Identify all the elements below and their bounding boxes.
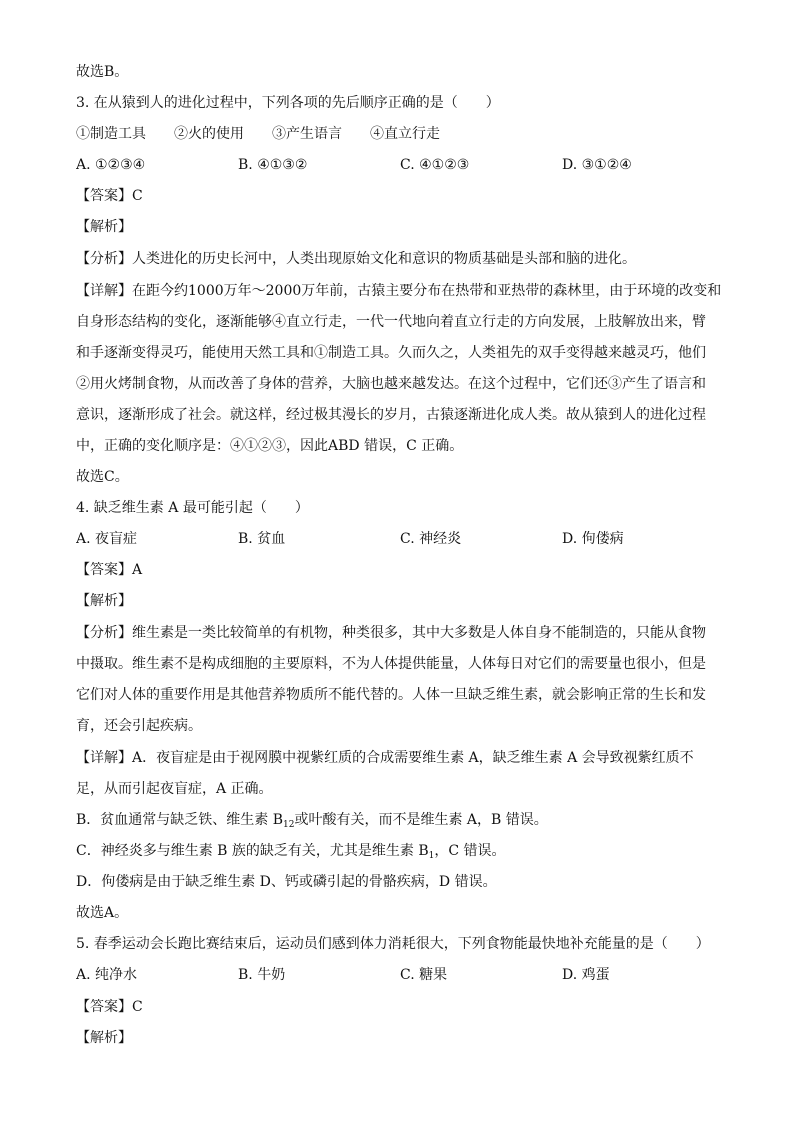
q4-detail-b: [76, 810, 724, 830]
q3-option-a: A. ①②③④: [76, 157, 146, 173]
q4-analysis-label: 【解析】: [76, 593, 132, 609]
q3-conclusion: 故选C。: [76, 469, 129, 485]
q3-detail-line-3: 和手逐渐变得灵巧，能使用天然工具和①制造工具。久而久之，人类祖先的双手变得越来越灵巧，他们: [76, 345, 706, 361]
q5-option-b: B. 牛奶: [238, 967, 286, 983]
q4-detail-line-1: 【详解】A．夜盲症是由于视网膜中视紫红质的合成需要维生素 A，缺乏维生素 A 会导致视紫红质不: [76, 750, 694, 766]
q3-option-d: D. ③①②④: [562, 157, 632, 173]
q5-option-d: D. 鸡蛋: [562, 967, 610, 983]
q4-stem: 4. 缺乏维生素 A 最可能引起（ ）: [76, 500, 309, 516]
q4-fenxi-line-2: 中摄取。维生素不是构成细胞的主要原料，不为人体提供能量，人体每日对它们的需要量也很小，但是: [76, 656, 706, 672]
q3-answer: 【答案】C: [76, 188, 143, 204]
q4-detail-c-text: C．神经炎多与维生素 B 族的缺乏有关，尤其是维生素 B: [76, 843, 429, 859]
q5-option-c: C. 糖果: [400, 967, 448, 983]
q4-option-c: C. 神经炎: [400, 531, 462, 547]
q3-item-2: ②火的使用: [174, 126, 244, 142]
q3-detail-line-5: 意识，逐渐形成了社会。就这样，经过极其漫长的岁月，古猿逐渐进化成人类。故从猿到人的进化过程: [76, 407, 706, 423]
q4-option-d: D. 佝偻病: [562, 531, 624, 547]
q4-detail-c-rest: ，C 错误。: [434, 843, 506, 859]
q3-fenxi: 【分析】人类进化的历史长河中，人类出现原始文化和意识的物质基础是头部和脑的进化。: [76, 251, 636, 267]
q3-detail-line-4: ②用火烤制食物，从而改善了身体的营养，大脑也越来越发达。在这个过程中，它们还③产生了语言和: [76, 376, 706, 392]
q4-fenxi-line-1: 【分析】维生素是一类比较简单的有机物，种类很多，其中大多数是人体自身不能制造的，只能从食物: [76, 625, 706, 641]
q5-answer: 【答案】C: [76, 999, 143, 1015]
q5-analysis-label: 【解析】: [76, 1030, 132, 1046]
q5-options: [76, 965, 724, 985]
q3-stem: 3. 在从猿到人的进化过程中，下列各项的先后顺序正确的是（ ）: [76, 95, 500, 111]
q3-analysis-label: 【解析】: [76, 219, 132, 235]
q4-detail-d: D．佝偻病是由于缺乏维生素 D、钙或磷引起的骨骼疾病，D 错误。: [76, 874, 497, 890]
q4-option-b: B. 贫血: [238, 531, 286, 547]
q3-option-c: C. ④①②③: [400, 157, 470, 173]
q3-option-b: B. ④①③②: [238, 157, 308, 173]
q5-stem: 5. 春季运动会长跑比赛结束后，运动员们感到体力消耗很大，下列食物能最快地补充能量的是（ ）: [76, 936, 710, 952]
q4-options: [76, 529, 724, 549]
q3-detail-line-6: 中，正确的变化顺序是：④①②③，因此ABD 错误，C 正确。: [76, 438, 464, 454]
q3-item-1: ①制造工具: [76, 126, 146, 142]
q4-fenxi-line-4: 育，还会引起疾病。: [76, 718, 202, 734]
q4-fenxi-line-3: 它们对人体的重要作用是其他营养物质所不能代替的。人体一旦缺乏维生素，就会影响正常的生长和发: [76, 687, 706, 703]
q3-options: [76, 155, 724, 175]
q4-answer: 【答案】A: [76, 562, 143, 578]
q4-detail-c-subscript: 1: [428, 851, 435, 861]
q4-detail-b-subscript: 12: [283, 820, 295, 830]
q4-detail-line-2: 足，从而引起夜盲症，A 正确。: [76, 781, 273, 797]
q4-conclusion: 故选A。: [76, 905, 129, 921]
q3-items: [76, 124, 724, 144]
q3-item-3: ③产生语言: [272, 126, 342, 142]
q3-item-4: ④直立行走: [370, 126, 440, 142]
q5-option-a: A. 纯净水: [76, 967, 138, 983]
q4-option-a: A. 夜盲症: [76, 531, 138, 547]
q3-detail-line-2: 自身形态结构的变化，逐渐能够④直立行走，一代一代地向着直立行走的方向发展，上肢解放出来，臂: [76, 314, 706, 330]
q3-detail-line-1: 【详解】在距今约1000万年～2000万年前，古猿主要分布在热带和亚热带的森林里，由于环境的改变和: [76, 283, 722, 299]
q4-detail-b-rest: 或叶酸有关，而不是维生素 A，B 错误。: [294, 812, 548, 828]
q4-detail-c: [76, 841, 724, 861]
q4-detail-b-text: B．贫血通常与缺乏铁、维生素 B: [76, 812, 284, 828]
q2-conclusion: 故选B。: [76, 64, 129, 80]
